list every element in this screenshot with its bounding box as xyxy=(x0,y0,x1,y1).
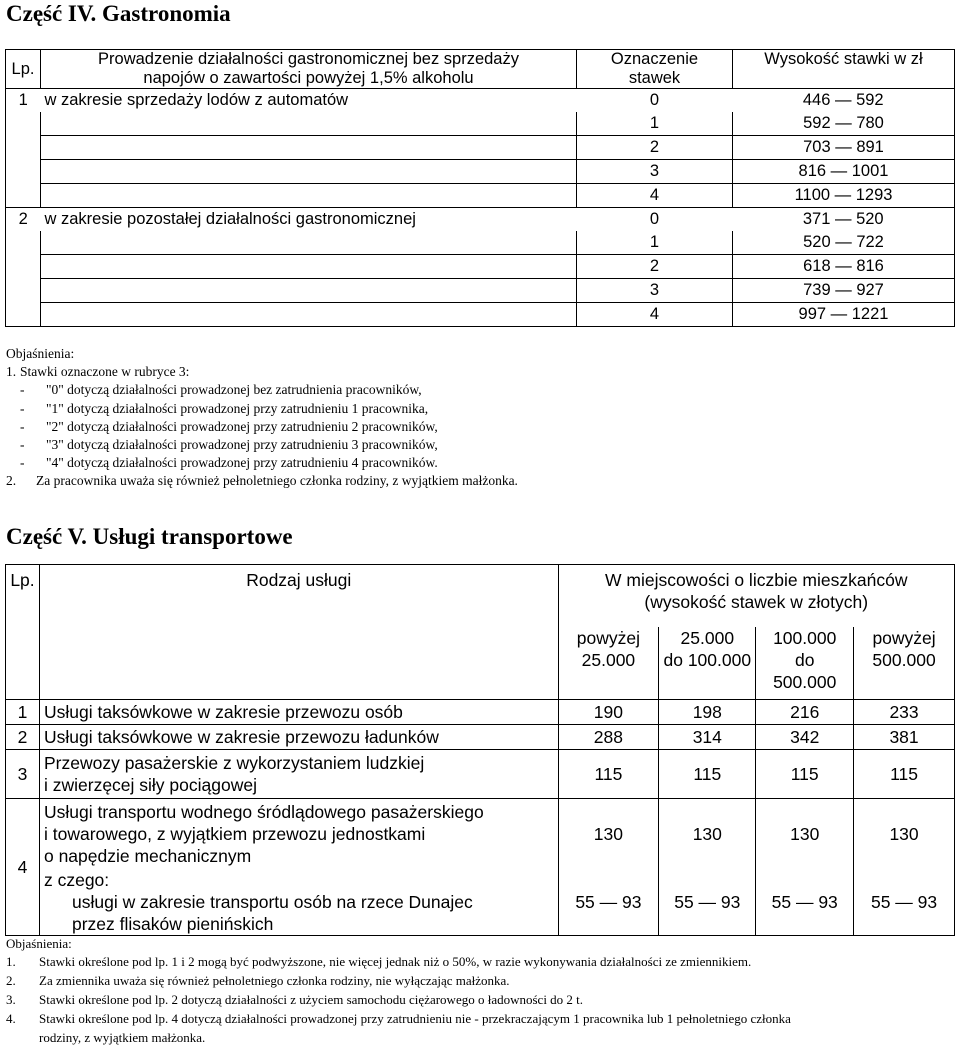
row-value: 55 — 93 xyxy=(558,869,659,936)
row-value: 55 — 93 xyxy=(756,869,854,936)
row-description: z czego: usługi w zakresie transportu osób na rzece Dunajec przez flisaków pienińskich xyxy=(39,869,558,936)
row-value: 288 xyxy=(558,725,659,750)
row-value: 216 xyxy=(756,700,854,725)
header-population-group: W miejscowości o liczbie mieszkańców (wysokość stawek w złotych) xyxy=(558,565,955,627)
table-row xyxy=(6,136,955,160)
note-subitem: - "4" dotyczą działalności prowadzonej przy zatrudnieniu 4 pracowników. xyxy=(20,455,438,471)
note-item: 1. Stawki określone pod lp. 1 i 2 mogą być podwyższone, nie więcej jednak niż o 50%, w razie wykonywania działalności ze zmiennikiem. xyxy=(6,953,752,969)
row-rate: 446 — 592 xyxy=(802,91,884,109)
row-value: 115 xyxy=(756,750,854,799)
header-col-100000-500000: 100.000 do 500.000 xyxy=(756,627,854,700)
row-value: 130 xyxy=(659,799,756,870)
table-row xyxy=(6,303,955,327)
table-row xyxy=(6,279,955,303)
row-marker: 0 xyxy=(577,208,733,232)
row-marker: 3 xyxy=(577,160,733,184)
table-row xyxy=(6,89,955,113)
section-iv-title: Część IV. Gastronomia xyxy=(6,1,231,26)
note-subitem: - "2" dotyczą działalności prowadzonej przy zatrudnieniu 2 pracowników, xyxy=(20,418,438,434)
table-row xyxy=(6,255,955,279)
row-rate: 997 — 1221 xyxy=(733,303,955,327)
row-lp: 3 xyxy=(6,750,40,799)
section-v-title: Część V. Usługi transportowe xyxy=(6,524,293,549)
row-rate: 703 — 891 xyxy=(733,136,955,160)
row-rate: 618 — 816 xyxy=(733,255,955,279)
gastronomy-rates-table xyxy=(5,49,955,327)
row-lp: 1 xyxy=(18,91,28,109)
row-lp: 2 xyxy=(6,725,40,750)
table-row xyxy=(6,799,955,870)
row-description: Usługi transportu wodnego śródlądowego pasażerskiego i towarowego, z wyjątkiem przewozu jednostkami o napędzie mechanicznym xyxy=(39,799,558,870)
note-item: 3. Stawki określone pod lp. 2 dotyczą działalności z użyciem samochodu ciężarowego o ładowności do 2 t. xyxy=(6,991,584,1007)
table-row xyxy=(6,184,955,208)
table-row xyxy=(6,208,955,232)
row-value: 130 xyxy=(854,799,955,870)
row-value: 190 xyxy=(558,700,659,725)
table-row xyxy=(6,160,955,184)
row-description: Przewozy pasażerskie z wykorzystaniem ludzkiej i zwierzęcej siły pociągowej xyxy=(39,750,558,799)
row-value: 198 xyxy=(659,700,756,725)
note-item: 4. Stawki określone pod lp. 4 dotyczą działalności prowadzonej przy zatrudnieniu nie - przekraczającym 1 pracownika lub 1 pełnoletniego członka xyxy=(6,1010,791,1026)
table-row xyxy=(6,725,955,750)
row-description: Usługi taksówkowe w zakresie przewozu ładunków xyxy=(39,725,558,750)
transport-rates-table xyxy=(5,564,955,936)
row-description: w zakresie pozostałej działalności gastronomicznej xyxy=(41,208,577,232)
row-marker: 2 xyxy=(577,136,733,160)
row-rate: 520 — 722 xyxy=(733,231,955,255)
note-item: 2. Za pracownika uważa się również pełnoletniego członka rodziny, z wyjątkiem małżonka. xyxy=(6,473,518,489)
note-subitem: - "0" dotyczą działalności prowadzonej bez zatrudnienia pracowników, xyxy=(20,382,422,398)
table-header-row xyxy=(6,565,955,627)
note-item: 1. Stawki oznaczone w rubryce 3: xyxy=(6,364,190,380)
row-marker: 3 xyxy=(577,279,733,303)
notes-title: Objaśnienia: xyxy=(6,346,75,361)
row-marker: 2 xyxy=(577,255,733,279)
table-row xyxy=(6,112,955,136)
row-value: 115 xyxy=(659,750,756,799)
note-subitem: - "3" dotyczą działalności prowadzonej przy zatrudnieniu 3 pracowników, xyxy=(20,436,438,452)
row-lp: 2 xyxy=(6,208,41,232)
row-value: 130 xyxy=(756,799,854,870)
note-item: 2. Za zmiennika uważa się również pełnoletniego członka rodziny, nie wyłączając małżonka. xyxy=(6,972,510,988)
row-marker: 1 xyxy=(577,112,733,136)
row-value: 115 xyxy=(558,750,659,799)
row-rate: 592 — 780 xyxy=(733,112,955,136)
row-value: 233 xyxy=(854,700,955,725)
row-value: 130 xyxy=(558,799,659,870)
header-col-above-25000: powyżej 25.000 xyxy=(558,627,659,700)
table-subrow xyxy=(6,869,955,936)
table-row xyxy=(6,231,955,255)
header-service-type: Rodzaj usługi xyxy=(39,565,558,700)
table-header-row xyxy=(6,50,955,89)
row-description: w zakresie sprzedaży lodów z automatów xyxy=(44,91,349,109)
row-description: Usługi taksówkowe w zakresie przewozu osób xyxy=(39,700,558,725)
note-item-continuation: rodziny, z wyjątkiem małżonka. xyxy=(39,1029,206,1045)
row-rate: 739 — 927 xyxy=(733,279,955,303)
header-rate-amount: Wysokość stawki w zł xyxy=(733,50,955,89)
row-value: 115 xyxy=(854,750,955,799)
row-lp: 4 xyxy=(6,799,40,936)
header-lp: Lp. xyxy=(6,50,41,89)
row-marker: 1 xyxy=(577,231,733,255)
note-subitem: - "1" dotyczą działalności prowadzonej przy zatrudnieniu 1 pracownika, xyxy=(20,400,429,416)
row-marker: 0 xyxy=(649,91,660,109)
section-iv-notes xyxy=(6,345,518,491)
row-value: 381 xyxy=(854,725,955,750)
row-value: 55 — 93 xyxy=(854,869,955,936)
row-value: 342 xyxy=(756,725,854,750)
table-row xyxy=(6,750,955,799)
row-marker: 4 xyxy=(577,184,733,208)
header-col-25000-100000: 25.000 do 100.000 xyxy=(659,627,756,700)
row-lp: 1 xyxy=(6,700,40,725)
row-rate: 816 — 1001 xyxy=(733,160,955,184)
header-rate-marker: Oznaczenie stawek xyxy=(577,50,733,89)
row-value: 314 xyxy=(659,725,756,750)
row-value: 55 — 93 xyxy=(659,869,756,936)
header-lp: Lp. xyxy=(6,565,40,700)
table-row xyxy=(6,700,955,725)
row-rate: 1100 — 1293 xyxy=(733,184,955,208)
section-v-notes xyxy=(6,935,791,1048)
row-rate: 371 — 520 xyxy=(733,208,955,232)
row-marker: 4 xyxy=(577,303,733,327)
notes-title: Objaśnienia: xyxy=(6,936,72,951)
header-col-above-500000: powyżej 500.000 xyxy=(854,627,955,700)
header-description: Prowadzenie działalności gastronomicznej bez sprzedaży napojów o zawartości powyżej 1,5% alkoholu xyxy=(41,50,577,89)
